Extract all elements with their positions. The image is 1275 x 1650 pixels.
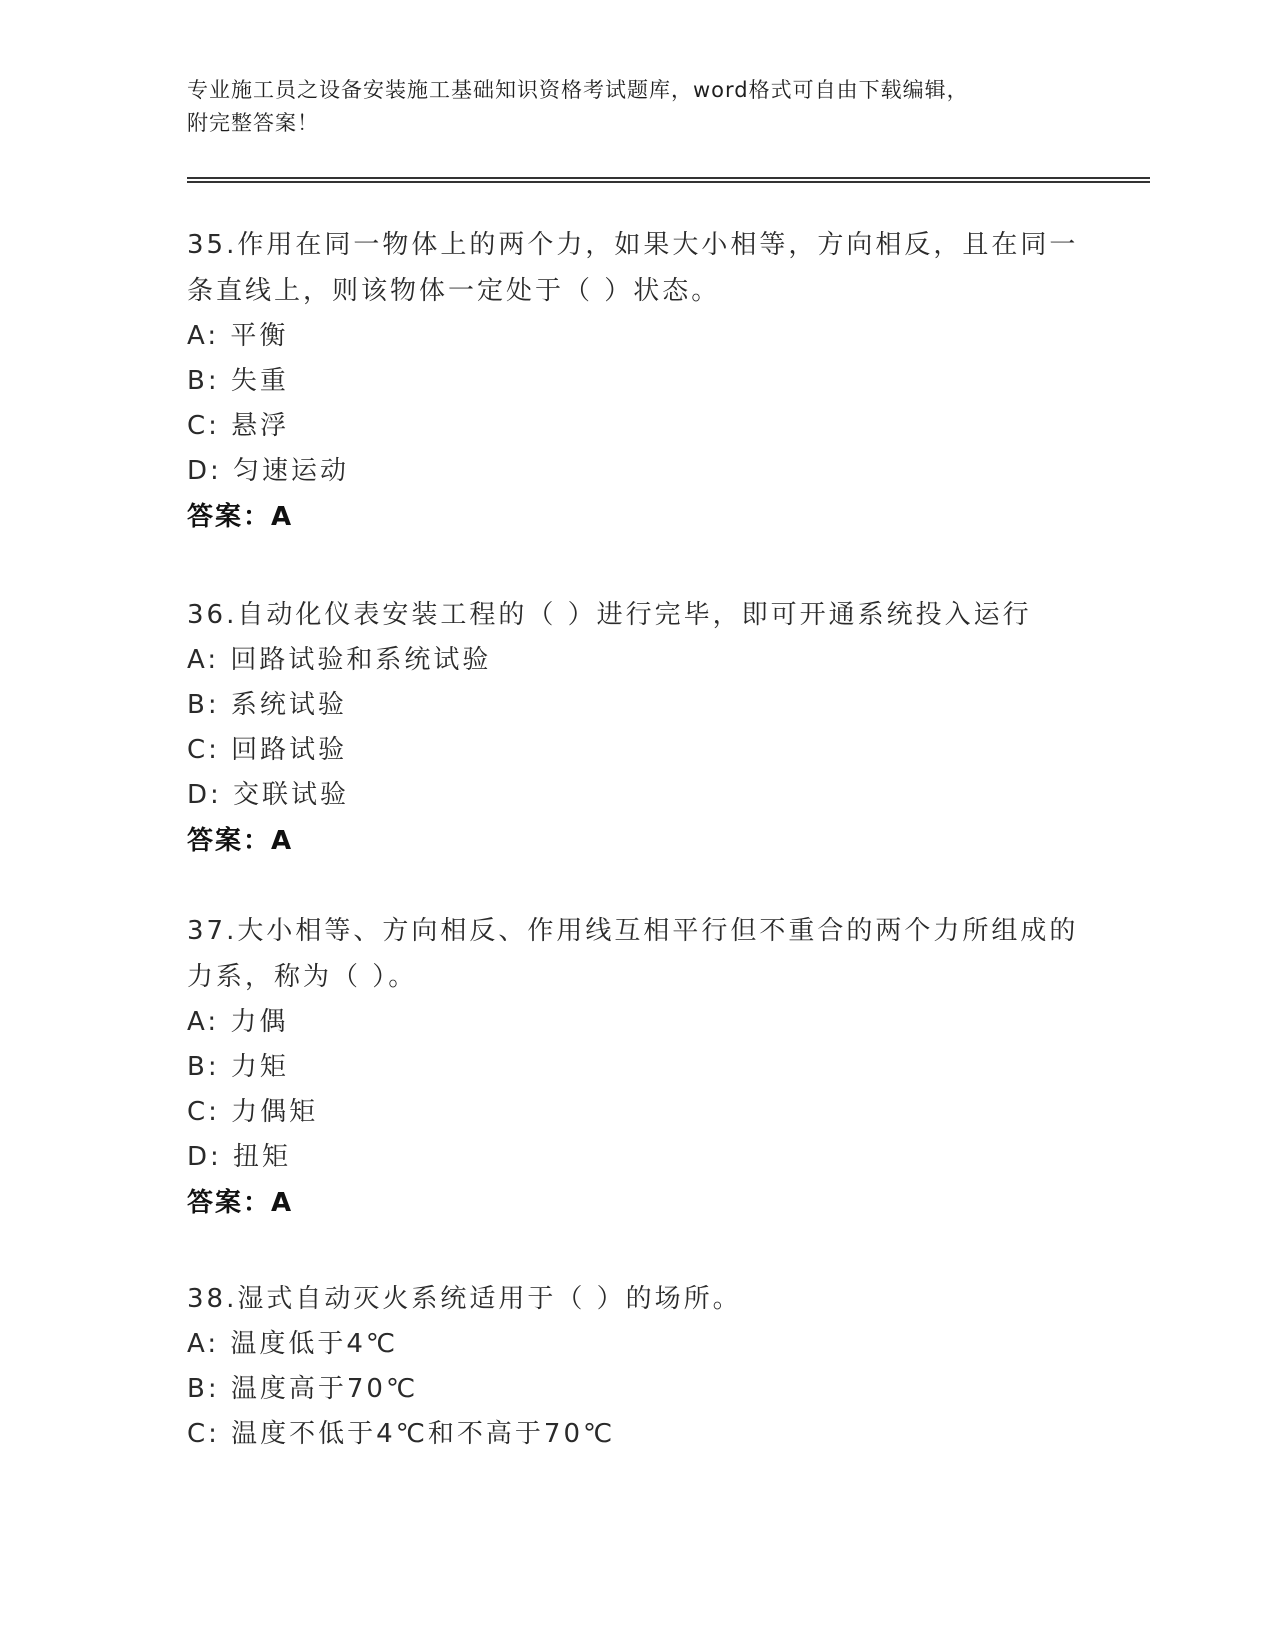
option-a: A: 回路试验和系统试验 bbox=[187, 645, 492, 675]
answer-label: 答案： bbox=[187, 502, 272, 532]
option-d: D: 匀速运动 bbox=[187, 456, 350, 486]
answer-value: A bbox=[271, 826, 294, 856]
option-b: B: 力矩 bbox=[187, 1052, 289, 1082]
option-a: A: 温度低于4℃ bbox=[187, 1329, 399, 1359]
option-b: B: 温度高于70℃ bbox=[187, 1374, 419, 1404]
header-divider bbox=[187, 177, 1150, 183]
answer-value: A bbox=[271, 1188, 294, 1218]
option-c: C: 悬浮 bbox=[187, 411, 290, 441]
question-stem: 38.湿式自动灭火系统适用于（ ）的场所。 bbox=[187, 1284, 742, 1314]
option-b: B: 失重 bbox=[187, 366, 289, 396]
question-37 bbox=[187, 908, 1087, 1226]
question-stem: 36.自动化仪表安装工程的（ ）进行完毕，即可开通系统投入运行 bbox=[187, 600, 1032, 630]
answer-value: A bbox=[271, 502, 294, 532]
option-c: C: 力偶矩 bbox=[187, 1097, 319, 1127]
answer bbox=[187, 494, 1087, 540]
question-stem: 37.大小相等、方向相反、作用线互相平行但不重合的两个力所组成的 bbox=[187, 916, 1079, 946]
answer bbox=[187, 1180, 1087, 1226]
option-d: D: 扭矩 bbox=[187, 1142, 292, 1172]
document-header bbox=[187, 74, 1087, 140]
option-c: C: 回路试验 bbox=[187, 735, 348, 765]
option-b: B: 系统试验 bbox=[187, 690, 347, 720]
question-36 bbox=[187, 592, 1087, 864]
header-line-1: 专业施工员之设备安装施工基础知识资格考试题库，word格式可自由下载编辑， bbox=[187, 78, 969, 102]
question-38 bbox=[187, 1276, 1087, 1457]
answer-label: 答案： bbox=[187, 1188, 272, 1218]
option-a: A: 力偶 bbox=[187, 1007, 289, 1037]
question-stem: 力系，称为（ ）。 bbox=[187, 962, 418, 992]
option-c: C: 温度不低于4℃和不高于70℃ bbox=[187, 1419, 616, 1449]
option-a: A: 平衡 bbox=[187, 321, 289, 351]
option-d: D: 交联试验 bbox=[187, 780, 350, 810]
question-stem: 条直线上，则该物体一定处于（ ）状态。 bbox=[187, 276, 721, 306]
answer bbox=[187, 818, 1087, 864]
question-stem: 35.作用在同一物体上的两个力，如果大小相等，方向相反，且在同一 bbox=[187, 230, 1079, 260]
question-35 bbox=[187, 222, 1087, 540]
answer-label: 答案： bbox=[187, 826, 272, 856]
header-line-2: 附完整答案！ bbox=[187, 111, 319, 135]
